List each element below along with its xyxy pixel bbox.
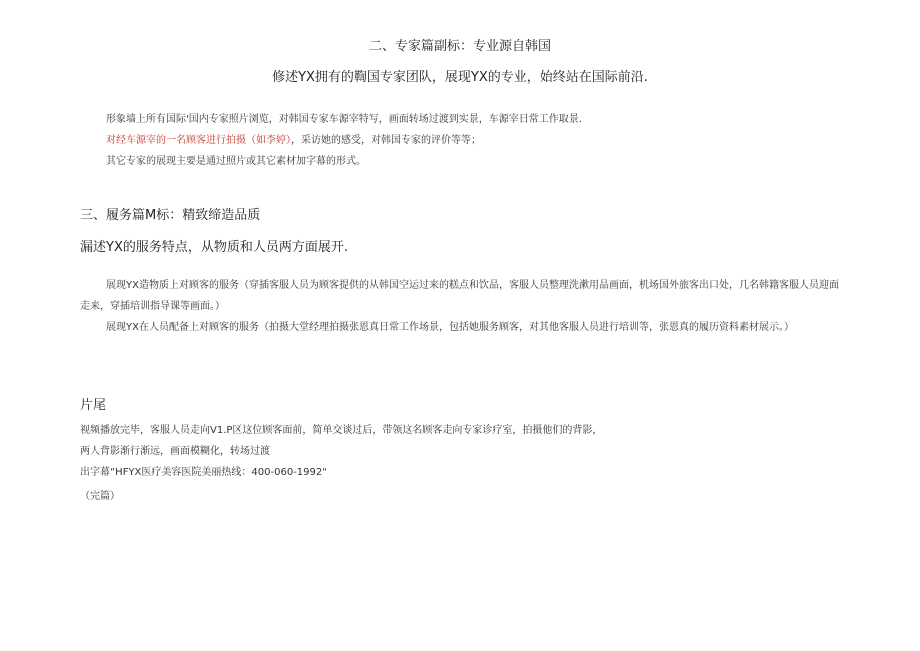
section2-line2-rest: ，采访她的感受，对韩国专家的评价等等； bbox=[291, 135, 481, 146]
ending-line2: 两人背影渐行渐远，画面模糊化，转场过渡 bbox=[80, 446, 270, 457]
ending-line1: 视频播放完毕，客服人员走向V1.P区这位顾客面前，简单交谈过后，带领这名顾客走向专家诊疗室，拍摄他们的背影， bbox=[80, 425, 603, 436]
section2-title: 二、专家篇副标：专业源自韩国 bbox=[368, 39, 551, 54]
ending-line3: 出字幕“HFYX医疗美容医院美丽热线：400-060-1992" bbox=[80, 467, 327, 478]
section3-subtitle: 漏述YX的服务特点，从物质和人员两方面展开. bbox=[80, 240, 348, 255]
ending-line4: （完篇） bbox=[80, 491, 120, 502]
section2-line1: 形象墙上所有国际'国内专家照片浏览，对韩国专家车源宰特写，画面转场过渡到实景，车源宰日常工作取景. bbox=[106, 114, 582, 125]
section2-line2 bbox=[106, 131, 481, 146]
section2-subtitle: 修述YX拥有的鞫国专家团队，展现YX的专业，始终站在国际前沿. bbox=[272, 70, 648, 85]
section3-paragraph-1: 展现YX造物质上对顾客的服务（穿插客服人员为顾客提供的从韩国空运过来的糕点和饮品，客服人员整理洗漱用品画面，机场国外旅客出口处，几名韩籍客服人员迎面走来，穿插培训指导课等画面。） bbox=[80, 280, 839, 312]
section2-line3: 其它专家的展现主要是通过照片或其它素材加字幕的形式。 bbox=[106, 156, 366, 167]
ending-title: 片尾 bbox=[80, 398, 107, 413]
section3-paragraph-2: 展现YX在人员配备上对顾客的服务（拍摄大堂经理拍摄张恩真日常工作场景，包括她服务顾客，对其他客服人员进行培训等，张恩真的履历资料素材展示。） bbox=[106, 322, 794, 333]
section2-line2-highlight: 对经车源宰的一名顾客进行拍摄（如李婷） bbox=[106, 135, 291, 146]
section3-title: 三、履务篇M标：精致缔造品质 bbox=[80, 208, 261, 223]
